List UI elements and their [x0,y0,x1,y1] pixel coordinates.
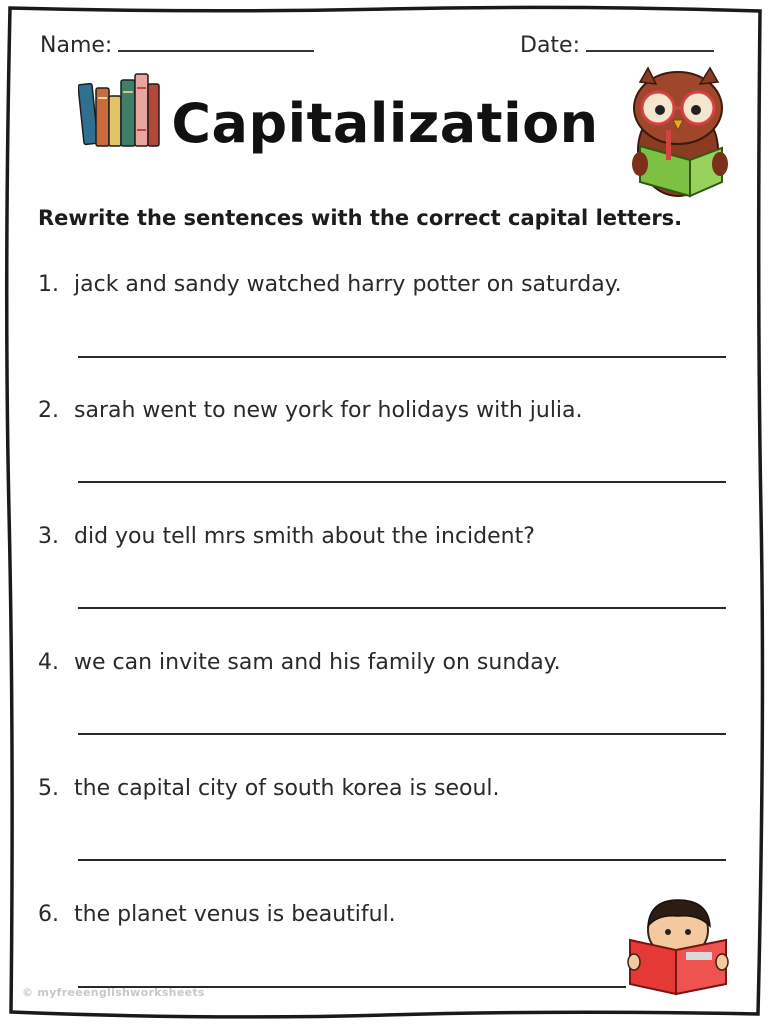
question-4 [38,650,561,675]
answer-line-1[interactable] [78,356,726,358]
question-3 [38,524,535,549]
question-5 [38,776,500,801]
question-text: the planet venus is beautiful. [74,902,396,927]
answer-line-4[interactable] [78,733,726,735]
question-text: the capital city of south korea is seoul. [74,776,500,801]
question-2 [38,398,583,423]
date-field [520,32,714,58]
instructions: Rewrite the sentences with the correct capital letters. [38,206,683,230]
question-6 [38,902,396,927]
question-number: 5. [38,776,59,801]
question-text: did you tell mrs smith about the incident? [74,524,535,549]
question-1 [38,272,622,297]
answer-line-5[interactable] [78,859,726,861]
answer-line-3[interactable] [78,607,726,609]
name-blank[interactable] [118,32,314,52]
answer-line-2[interactable] [78,481,726,483]
question-number: 2. [38,398,59,423]
question-text: sarah went to new york for holidays with julia. [74,398,583,423]
watermark: © myfreeenglishworksheets [22,986,205,999]
kid-reading-icon [626,896,730,996]
question-number: 4. [38,650,59,675]
name-field [40,32,314,58]
question-text: jack and sandy watched harry potter on saturday. [74,272,622,297]
question-number: 6. [38,902,59,927]
date-blank[interactable] [586,32,714,52]
page-title: Capitalization [171,92,599,155]
name-label: Name: [40,33,113,58]
owl-reading-icon [626,64,732,202]
question-text: we can invite sam and his family on sunday. [74,650,561,675]
question-number: 1. [38,272,59,297]
question-number: 3. [38,524,59,549]
date-label: Date: [520,33,580,58]
